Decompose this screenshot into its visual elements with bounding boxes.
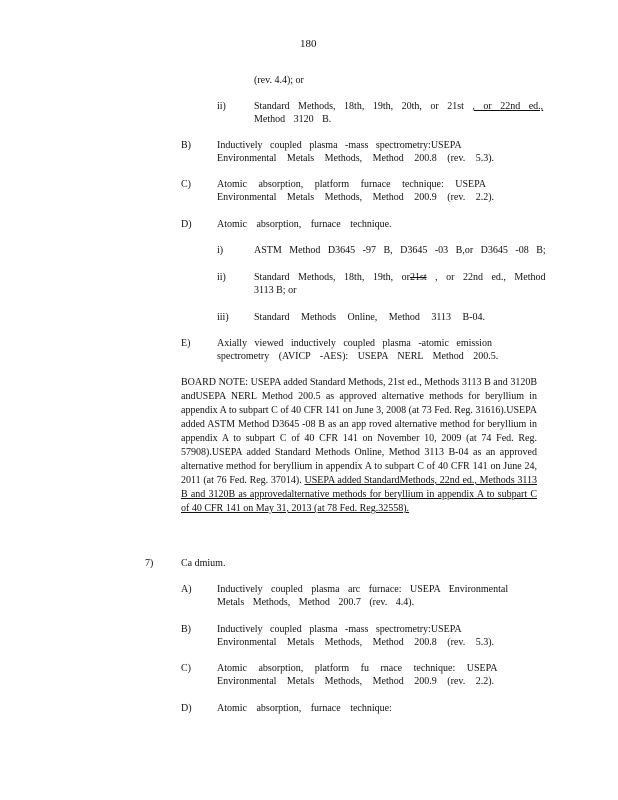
item-label: ii) (217, 101, 226, 112)
item-text: Metals Methods, Method 200.7 (rev. 4.4). (217, 597, 415, 608)
item-text: Inductively coupled plasma -mass spectrometry:USEPA (217, 140, 462, 151)
item-label: C) (181, 663, 191, 674)
text-run: Standard Methods, 18th, 19th, or (254, 272, 410, 283)
item-label: i) (217, 245, 224, 256)
item-text: 3113 B; or (254, 285, 297, 296)
board-note-inserted: USEPA added StandardMethods, 22nd ed., Methods 3113 B and 3120B as approvedalternative methods for beryllium in appendix A to subpart C of 40 CFR 141 on May 31, 2013 (at 78 Fed. Reg.32558). (181, 475, 538, 514)
item-text: Inductively coupled plasma arc furnace: USEPA Environmental (217, 584, 509, 595)
item-label: D) (181, 703, 192, 714)
item-label: A) (181, 584, 192, 595)
text-run: Standard Methods, 18th, 19th, 20th, or 21st (254, 101, 464, 112)
text-run: , or 22nd ed., Method (435, 272, 546, 283)
item-label: C) (181, 179, 191, 190)
item-text (254, 271, 546, 284)
item-text: Standard Methods Online, Method 3113 B-04. (254, 312, 486, 323)
item-text: Environmental Metals Methods, Method 200.8 (rev. 5.3). (217, 153, 495, 164)
item-text: Environmental Metals Methods, Method 200.8 (rev. 5.3). (217, 637, 495, 648)
item-text (254, 100, 543, 113)
item-label: E) (181, 338, 191, 349)
item-text: Axially viewed inductively coupled plasma -atomic emission (217, 338, 492, 349)
item-text: Environmental Metals Methods, Method 200.9 (rev. 2.2). (217, 676, 495, 687)
item-text: spectrometry (AVICP -AES): USEPA NERL Method 200.5. (217, 351, 499, 362)
line-rev: (rev. 4.4); or (254, 75, 304, 86)
page-number: 180 (300, 38, 317, 50)
item-label: iii) (217, 312, 229, 323)
item-label: B) (181, 140, 191, 151)
item-label: D) (181, 219, 192, 230)
item-text: Atomic absorption, platform fu rnace technique: USEPA (217, 663, 498, 674)
board-note (181, 376, 537, 516)
item-label: B) (181, 624, 191, 635)
inserted-text: , or 22nd ed., (472, 101, 544, 112)
item-text: Atomic absorption, platform furnace technique: USEPA (217, 179, 487, 190)
item-text: Environmental Metals Methods, Method 200.9 (rev. 2.2). (217, 192, 495, 203)
item-label: ii) (217, 272, 226, 283)
item-text: ASTM Method D3645 -97 B, D3645 -03 B,or D3645 -08 B; (254, 245, 546, 256)
board-note-text: BOARD NOTE: USEPA added Standard Methods, 21st ed., Methods 3113 B and 3120B andUSEPA NERL Method 200.5 as approved alternative methods for beryllium in appendix A to subpart C of 40 CFR 141 on June 3, 2008 (at 73 Fed. Reg. 31616).USEPA added ASTM Method D3645 -08 B as an app roved alternative method for beryllium in appendix A to subpart C of 40 CFR 141 on November 10, 2009 (at 74 Fed. Reg. 57908).USEPA added Standard Methods Online, Method 3113 B-04 as an approved alternative method for beryllium in appendix A to subpart C of 40 CFR 141 on June 24, 2011 (at 76 Fed. Reg. 37014). (181, 377, 537, 486)
item-text: Atomic absorption, furnace technique. (217, 219, 392, 230)
section-label: 7) (145, 558, 154, 569)
item-text: Inductively coupled plasma -mass spectrometry:USEPA (217, 624, 462, 635)
item-text: Method 3120 B. (254, 114, 332, 125)
section-title: Ca dmium. (181, 558, 226, 569)
item-text: Atomic absorption, furnace technique: (217, 703, 392, 714)
struck-text: 21st (409, 272, 427, 283)
